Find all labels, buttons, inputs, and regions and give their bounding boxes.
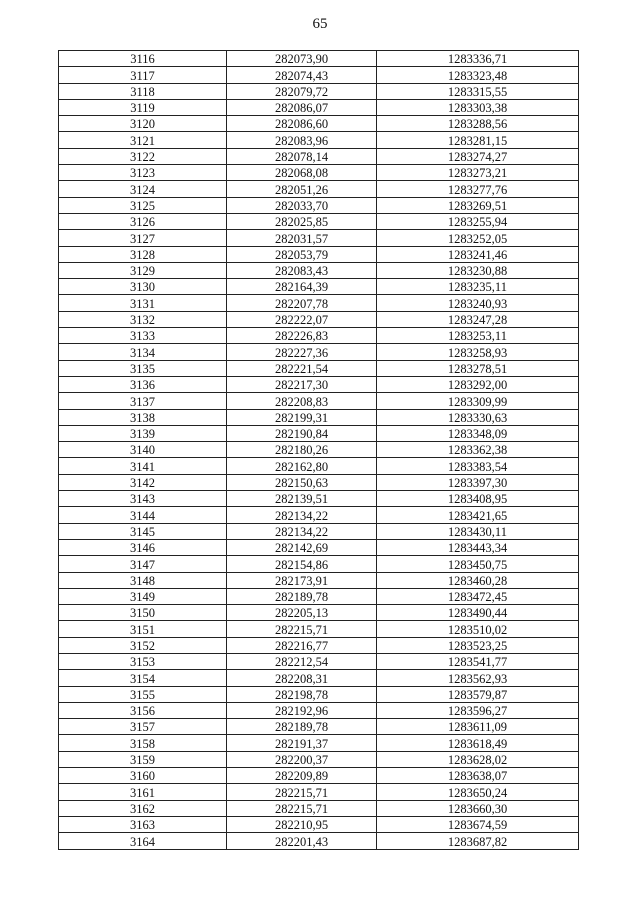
- x-coordinate-cell: 282189,78: [227, 719, 377, 735]
- x-coordinate-cell: 282134,22: [227, 523, 377, 539]
- y-coordinate-cell: 1283579,87: [377, 686, 579, 702]
- y-coordinate-cell: 1283523,25: [377, 637, 579, 653]
- table-row: [59, 67, 579, 83]
- x-coordinate-cell: 282208,83: [227, 393, 377, 409]
- point-number-cell: 3117: [59, 67, 227, 83]
- x-coordinate-cell: 282142,69: [227, 539, 377, 555]
- table-row: [59, 572, 579, 588]
- point-number-cell: 3160: [59, 768, 227, 784]
- x-coordinate-cell: 282083,96: [227, 132, 377, 148]
- point-number-cell: 3125: [59, 197, 227, 213]
- x-coordinate-cell: 282078,14: [227, 148, 377, 164]
- coordinates-table: [58, 50, 579, 850]
- table-row: [59, 702, 579, 718]
- y-coordinate-cell: 1283315,55: [377, 83, 579, 99]
- y-coordinate-cell: 1283541,77: [377, 653, 579, 669]
- y-coordinate-cell: 1283330,63: [377, 409, 579, 425]
- y-coordinate-cell: 1283253,11: [377, 328, 579, 344]
- y-coordinate-cell: 1283255,94: [377, 213, 579, 229]
- table-row: [59, 99, 579, 115]
- y-coordinate-cell: 1283258,93: [377, 344, 579, 360]
- point-number-cell: 3159: [59, 751, 227, 767]
- x-coordinate-cell: 282191,37: [227, 735, 377, 751]
- table-row: [59, 653, 579, 669]
- table-row: [59, 605, 579, 621]
- x-coordinate-cell: 282199,31: [227, 409, 377, 425]
- y-coordinate-cell: 1283472,45: [377, 588, 579, 604]
- x-coordinate-cell: 282134,22: [227, 507, 377, 523]
- x-coordinate-cell: 282086,07: [227, 99, 377, 115]
- x-coordinate-cell: 282073,90: [227, 51, 377, 67]
- point-number-cell: 3131: [59, 295, 227, 311]
- x-coordinate-cell: 282215,71: [227, 784, 377, 800]
- table-row: [59, 833, 579, 849]
- y-coordinate-cell: 1283274,27: [377, 148, 579, 164]
- y-coordinate-cell: 1283273,21: [377, 165, 579, 181]
- y-coordinate-cell: 1283288,56: [377, 116, 579, 132]
- table-row: [59, 686, 579, 702]
- table-row: [59, 279, 579, 295]
- table-row: [59, 83, 579, 99]
- point-number-cell: 3157: [59, 719, 227, 735]
- x-coordinate-cell: 282221,54: [227, 360, 377, 376]
- y-coordinate-cell: 1283443,34: [377, 539, 579, 555]
- table-row: [59, 735, 579, 751]
- x-coordinate-cell: 282074,43: [227, 67, 377, 83]
- y-coordinate-cell: 1283230,88: [377, 262, 579, 278]
- y-coordinate-cell: 1283408,95: [377, 491, 579, 507]
- point-number-cell: 3156: [59, 702, 227, 718]
- point-number-cell: 3162: [59, 800, 227, 816]
- y-coordinate-cell: 1283252,05: [377, 230, 579, 246]
- point-number-cell: 3155: [59, 686, 227, 702]
- point-number-cell: 3141: [59, 458, 227, 474]
- point-number-cell: 3126: [59, 213, 227, 229]
- x-coordinate-cell: 282083,43: [227, 262, 377, 278]
- point-number-cell: 3139: [59, 425, 227, 441]
- x-coordinate-cell: 282139,51: [227, 491, 377, 507]
- table-row: [59, 360, 579, 376]
- table-row: [59, 474, 579, 490]
- table-row: [59, 588, 579, 604]
- x-coordinate-cell: 282086,60: [227, 116, 377, 132]
- table-row: [59, 816, 579, 832]
- table-row: [59, 800, 579, 816]
- x-coordinate-cell: 282222,07: [227, 311, 377, 327]
- table-row: [59, 556, 579, 572]
- x-coordinate-cell: 282025,85: [227, 213, 377, 229]
- x-coordinate-cell: 282164,39: [227, 279, 377, 295]
- y-coordinate-cell: 1283323,48: [377, 67, 579, 83]
- table-row: [59, 393, 579, 409]
- point-number-cell: 3135: [59, 360, 227, 376]
- point-number-cell: 3122: [59, 148, 227, 164]
- point-number-cell: 3151: [59, 621, 227, 637]
- x-coordinate-cell: 282215,71: [227, 800, 377, 816]
- x-coordinate-cell: 282068,08: [227, 165, 377, 181]
- y-coordinate-cell: 1283650,24: [377, 784, 579, 800]
- x-coordinate-cell: 282192,96: [227, 702, 377, 718]
- table-row: [59, 719, 579, 735]
- point-number-cell: 3137: [59, 393, 227, 409]
- point-number-cell: 3124: [59, 181, 227, 197]
- point-number-cell: 3138: [59, 409, 227, 425]
- y-coordinate-cell: 1283628,02: [377, 751, 579, 767]
- x-coordinate-cell: 282215,71: [227, 621, 377, 637]
- x-coordinate-cell: 282198,78: [227, 686, 377, 702]
- x-coordinate-cell: 282154,86: [227, 556, 377, 572]
- table-row: [59, 409, 579, 425]
- point-number-cell: 3116: [59, 51, 227, 67]
- y-coordinate-cell: 1283397,30: [377, 474, 579, 490]
- table-row: [59, 197, 579, 213]
- y-coordinate-cell: 1283240,93: [377, 295, 579, 311]
- y-coordinate-cell: 1283611,09: [377, 719, 579, 735]
- table-row: [59, 458, 579, 474]
- y-coordinate-cell: 1283618,49: [377, 735, 579, 751]
- x-coordinate-cell: 282162,80: [227, 458, 377, 474]
- x-coordinate-cell: 282226,83: [227, 328, 377, 344]
- point-number-cell: 3134: [59, 344, 227, 360]
- y-coordinate-cell: 1283241,46: [377, 246, 579, 262]
- y-coordinate-cell: 1283309,99: [377, 393, 579, 409]
- point-number-cell: 3146: [59, 539, 227, 555]
- y-coordinate-cell: 1283303,38: [377, 99, 579, 115]
- table-row: [59, 132, 579, 148]
- table-row: [59, 376, 579, 392]
- y-coordinate-cell: 1283460,28: [377, 572, 579, 588]
- x-coordinate-cell: 282210,95: [227, 816, 377, 832]
- table-row: [59, 442, 579, 458]
- table-row: [59, 148, 579, 164]
- y-coordinate-cell: 1283362,38: [377, 442, 579, 458]
- point-number-cell: 3120: [59, 116, 227, 132]
- y-coordinate-cell: 1283450,75: [377, 556, 579, 572]
- x-coordinate-cell: 282217,30: [227, 376, 377, 392]
- y-coordinate-cell: 1283638,07: [377, 768, 579, 784]
- table-row: [59, 637, 579, 653]
- y-coordinate-cell: 1283336,71: [377, 51, 579, 67]
- x-coordinate-cell: 282216,77: [227, 637, 377, 653]
- table-row: [59, 768, 579, 784]
- point-number-cell: 3150: [59, 605, 227, 621]
- point-number-cell: 3121: [59, 132, 227, 148]
- table-row: [59, 181, 579, 197]
- y-coordinate-cell: 1283292,00: [377, 376, 579, 392]
- table-row: [59, 262, 579, 278]
- x-coordinate-cell: 282190,84: [227, 425, 377, 441]
- point-number-cell: 3132: [59, 311, 227, 327]
- y-coordinate-cell: 1283510,02: [377, 621, 579, 637]
- x-coordinate-cell: 282051,26: [227, 181, 377, 197]
- point-number-cell: 3149: [59, 588, 227, 604]
- y-coordinate-cell: 1283596,27: [377, 702, 579, 718]
- y-coordinate-cell: 1283247,28: [377, 311, 579, 327]
- point-number-cell: 3133: [59, 328, 227, 344]
- x-coordinate-cell: 282209,89: [227, 768, 377, 784]
- x-coordinate-cell: 282227,36: [227, 344, 377, 360]
- x-coordinate-cell: 282033,70: [227, 197, 377, 213]
- y-coordinate-cell: 1283562,93: [377, 670, 579, 686]
- x-coordinate-cell: 282200,37: [227, 751, 377, 767]
- table-row: [59, 751, 579, 767]
- x-coordinate-cell: 282079,72: [227, 83, 377, 99]
- y-coordinate-cell: 1283660,30: [377, 800, 579, 816]
- point-number-cell: 3129: [59, 262, 227, 278]
- table-row: [59, 328, 579, 344]
- x-coordinate-cell: 282207,78: [227, 295, 377, 311]
- table-row: [59, 425, 579, 441]
- table-row: [59, 670, 579, 686]
- table-row: [59, 311, 579, 327]
- x-coordinate-cell: 282205,13: [227, 605, 377, 621]
- point-number-cell: 3140: [59, 442, 227, 458]
- point-number-cell: 3127: [59, 230, 227, 246]
- point-number-cell: 3154: [59, 670, 227, 686]
- x-coordinate-cell: 282201,43: [227, 833, 377, 849]
- y-coordinate-cell: 1283281,15: [377, 132, 579, 148]
- point-number-cell: 3164: [59, 833, 227, 849]
- y-coordinate-cell: 1283421,65: [377, 507, 579, 523]
- x-coordinate-cell: 282173,91: [227, 572, 377, 588]
- point-number-cell: 3130: [59, 279, 227, 295]
- point-number-cell: 3143: [59, 491, 227, 507]
- y-coordinate-cell: 1283430,11: [377, 523, 579, 539]
- y-coordinate-cell: 1283490,44: [377, 605, 579, 621]
- y-coordinate-cell: 1283235,11: [377, 279, 579, 295]
- point-number-cell: 3145: [59, 523, 227, 539]
- table-row: [59, 539, 579, 555]
- point-number-cell: 3152: [59, 637, 227, 653]
- y-coordinate-cell: 1283278,51: [377, 360, 579, 376]
- point-number-cell: 3119: [59, 99, 227, 115]
- table-row: [59, 246, 579, 262]
- table-row: [59, 491, 579, 507]
- table-row: [59, 295, 579, 311]
- point-number-cell: 3148: [59, 572, 227, 588]
- point-number-cell: 3123: [59, 165, 227, 181]
- y-coordinate-cell: 1283348,09: [377, 425, 579, 441]
- y-coordinate-cell: 1283687,82: [377, 833, 579, 849]
- table-row: [59, 784, 579, 800]
- point-number-cell: 3128: [59, 246, 227, 262]
- x-coordinate-cell: 282189,78: [227, 588, 377, 604]
- y-coordinate-cell: 1283269,51: [377, 197, 579, 213]
- point-number-cell: 3163: [59, 816, 227, 832]
- y-coordinate-cell: 1283383,54: [377, 458, 579, 474]
- table-row: [59, 344, 579, 360]
- table-row: [59, 507, 579, 523]
- table-row: [59, 51, 579, 67]
- point-number-cell: 3144: [59, 507, 227, 523]
- point-number-cell: 3136: [59, 376, 227, 392]
- table-row: [59, 165, 579, 181]
- table-row: [59, 523, 579, 539]
- table-row: [59, 621, 579, 637]
- x-coordinate-cell: 282212,54: [227, 653, 377, 669]
- coordinates-table-body: [59, 51, 579, 850]
- y-coordinate-cell: 1283674,59: [377, 816, 579, 832]
- point-number-cell: 3147: [59, 556, 227, 572]
- x-coordinate-cell: 282180,26: [227, 442, 377, 458]
- table-row: [59, 230, 579, 246]
- page-number: 65: [312, 16, 328, 32]
- point-number-cell: 3161: [59, 784, 227, 800]
- table-row: [59, 213, 579, 229]
- point-number-cell: 3142: [59, 474, 227, 490]
- x-coordinate-cell: 282053,79: [227, 246, 377, 262]
- point-number-cell: 3153: [59, 653, 227, 669]
- y-coordinate-cell: 1283277,76: [377, 181, 579, 197]
- x-coordinate-cell: 282031,57: [227, 230, 377, 246]
- x-coordinate-cell: 282208,31: [227, 670, 377, 686]
- table-row: [59, 116, 579, 132]
- point-number-cell: 3158: [59, 735, 227, 751]
- point-number-cell: 3118: [59, 83, 227, 99]
- x-coordinate-cell: 282150,63: [227, 474, 377, 490]
